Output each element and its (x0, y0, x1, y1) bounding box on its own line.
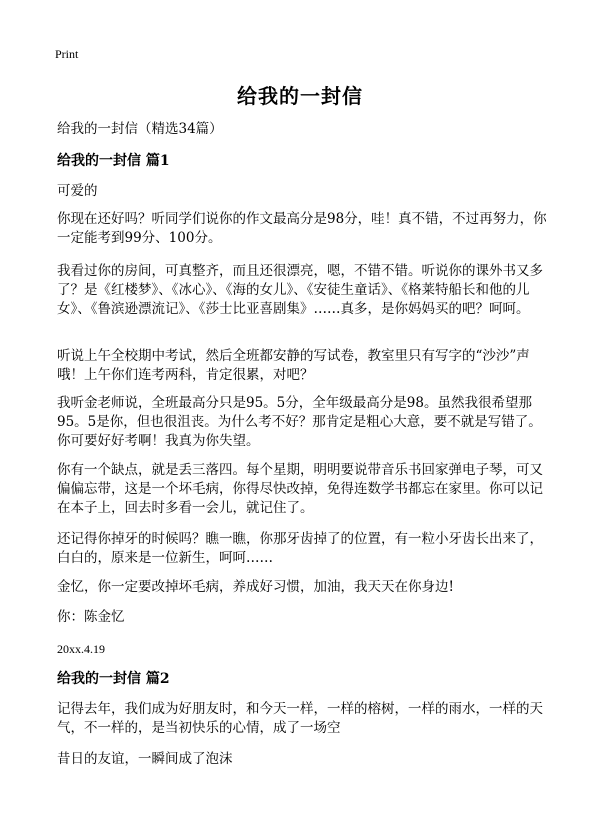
section-2-heading: 给我的一封信 篇2 (57, 671, 170, 687)
section-1-paragraph: 还记得你掉牙的时候吗？瞧一瞧，你那牙齿掉了的位置，有一粒小牙齿长出来了，白白的，原来是一位新生，呵呵…… (57, 531, 543, 566)
section-1-paragraph: 我看过你的房间，可真整齐，而且还很漂亮，嗯，不错不错。听说你的课外书又多了？是《红楼梦》、《冰心》、《海的女儿》、《安徒生童话》、《格莱特船长和他的儿女》、《鲁滨逊漂流记》、《莎士比亚喜剧集》……真多，是你妈妈买的吧？呵呵。 (57, 263, 543, 317)
page-title: 给我的一封信 (237, 84, 363, 108)
section-1-paragraph: 金忆，你一定要改掉坏毛病，养成好习惯，加油，我天天在你身边! (57, 579, 454, 595)
section-1-paragraph: 你现在还好吗？听同学们说你的作文最高分是98分，哇！真不错，不过再努力，你一定能考到99分、100分。 (57, 211, 547, 246)
section-1-paragraph: 听说上午全校期中考试，然后全班都安静的写试卷，教室里只有写字的“沙沙”声哦！上午你们连考两科，肯定很累，对吧？ (57, 348, 530, 383)
print-link[interactable]: Print (55, 47, 79, 61)
subtitle: 给我的一封信（精选34篇） (57, 121, 223, 137)
section-1-date: 20xx.4.19 (57, 642, 105, 656)
section-1-signature: 你：陈金忆 (57, 609, 125, 625)
section-2-paragraph: 昔日的友谊，一瞬间成了泡沫 (57, 751, 233, 767)
section-1-paragraph: 我听金老师说，全班最高分只是95。5分，全年级最高分是98。虽然我很希望那95。5是你，但也很沮丧。为什么考不好？那肯定是粗心大意，要不就是写错了。你可要好好考啊！我真为你失望。 (57, 395, 542, 449)
section-2-paragraph: 记得去年，我们成为好朋友时，和今天一样，一样的榕树，一样的雨水，一样的天气，不一样的，是当初快乐的心情，成了一场空 (57, 701, 543, 736)
section-1-paragraph: 你有一个缺点，就是丢三落四。每个星期，明明要说带音乐书回家弹电子琴，可又偏偏忘带，这是一个坏毛病，你得尽快改掉，免得连数学书都忘在家里。你可以记在本子上，回去时多看一会儿，就记住了。 (57, 462, 543, 516)
section-1-paragraph: 可爱的 (57, 183, 98, 199)
section-1-heading: 给我的一封信 篇1 (57, 153, 170, 169)
